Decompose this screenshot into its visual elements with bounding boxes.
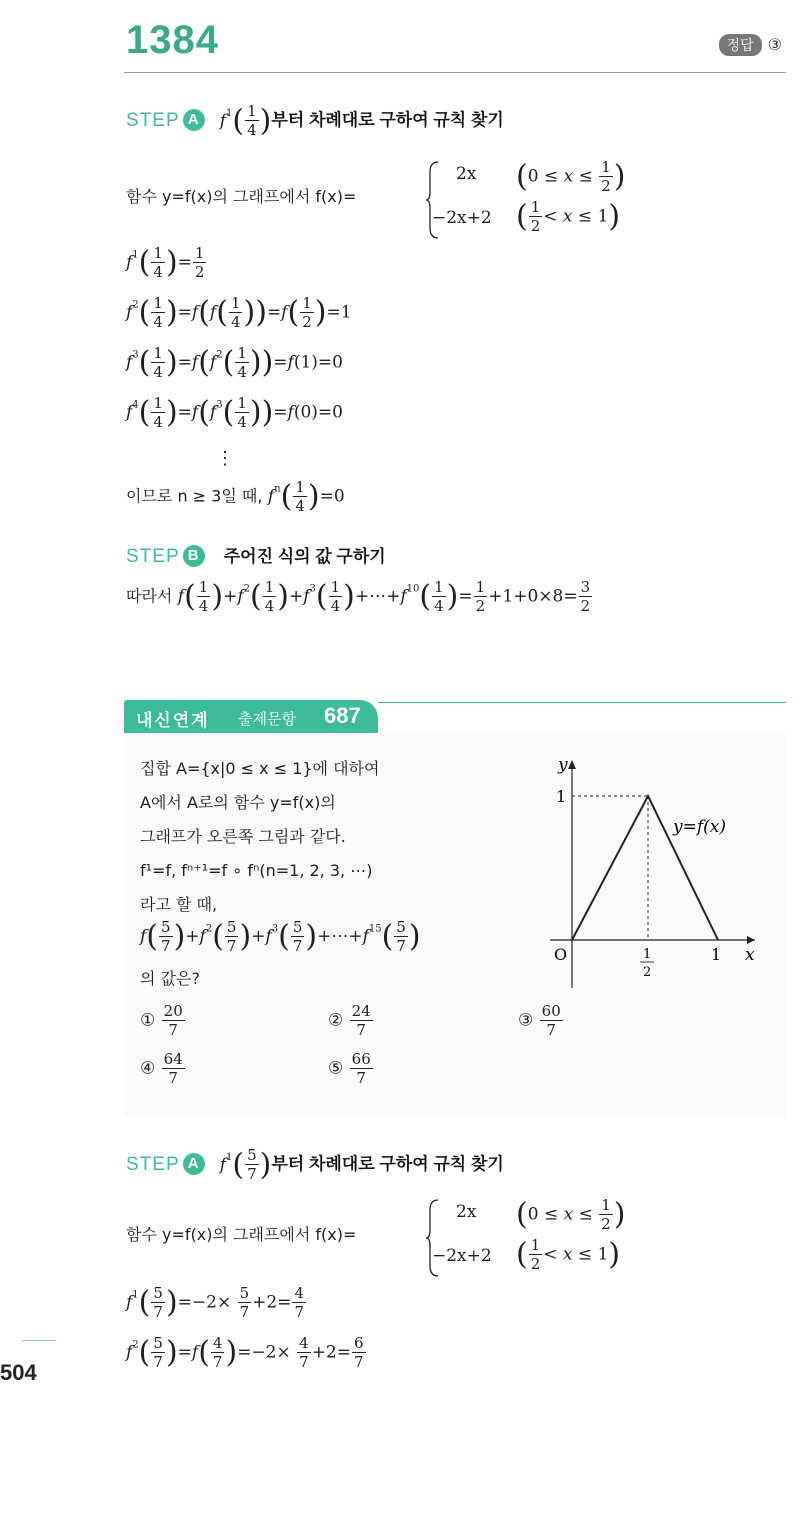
choice-4[interactable] <box>140 1052 186 1086</box>
choice-numerator: 24 <box>351 1002 371 1020</box>
final-sum: 따라서 f( $\frac{1}{4}$ )$+f^2$( $\frac{1}{4}$ )$+f^3$( $\frac{1}{4}$ )$+\cdots+f^{10}$( $\frac{1}{4}$ )= $\frac{1}{2}$ +1+0×8= $\frac{3}{2}$ <box>126 578 591 615</box>
problem-sum-expression: f( $\frac{5}{7}$ )$+f^2$( $\frac{5}{7}$ )$+f^3$( $\frac{5}{7}$ )$+\cdots+f^{15}$( $\frac{5}{7}$ ) <box>140 918 421 955</box>
step-a-heading: STEP A $f^1$( $\frac{1}{4}$ )부터 차례대로 구하여 규칙 찾기 <box>126 102 504 139</box>
page-number-rule <box>22 1340 56 1341</box>
linked-problem-header <box>124 700 378 733</box>
case1-expr: 2x <box>456 164 477 184</box>
conclusion-line: 이므로 n ≥ 3일 때, $f^n$( $\frac{1}{4}$ )=0 <box>126 478 345 515</box>
x-axis-arrow-icon <box>747 936 755 944</box>
choice-denominator: 7 <box>356 1069 366 1087</box>
answer-value: ③ <box>767 37 782 54</box>
linked-number: 687 <box>324 703 361 728</box>
problem-line: 의 값은? <box>140 969 200 988</box>
function-graph <box>530 752 770 992</box>
brace-icon <box>426 160 440 240</box>
choice-denominator: 7 <box>546 1021 556 1039</box>
case1-expr: 2x <box>456 1202 477 1222</box>
f1-five-sevenths: $f^1$( $\frac{5}{7}$ )=−2× $\frac{5}{7}$ +2= $\frac{4}{7}$ <box>126 1284 305 1321</box>
choice-numerator: 66 <box>351 1050 371 1068</box>
answer-label: 정답 <box>719 34 762 56</box>
linked-sub: 출제문항 <box>238 711 296 728</box>
choice-mark: ④ <box>140 1058 156 1079</box>
x-tick-mid-denominator: 2 <box>643 965 652 980</box>
definition-lead: 함수 y=f(x)의 그래프에서 f(x)= <box>126 187 357 206</box>
linked-label: 내신연계 <box>136 711 210 730</box>
choice-mark: ⑤ <box>328 1058 344 1079</box>
step-title: 부터 차례대로 구하여 규칙 찾기 <box>271 110 504 130</box>
choice-numerator: 20 <box>163 1002 183 1020</box>
f2-value: $f^2$( $\frac{1}{4}$ )=f(f( $\frac{1}{4}$ ))=f( $\frac{1}{2}$ )=1 <box>126 294 352 331</box>
y-axis-label: y <box>558 755 568 775</box>
step-word: STEP <box>126 109 180 131</box>
definition-lead: 함수 y=f(x)의 그래프에서 f(x)= <box>126 1225 357 1244</box>
step-badge: B <box>183 545 205 567</box>
y-tick-label: 1 <box>556 787 567 806</box>
choice-numerator: 60 <box>541 1002 561 1020</box>
final-lead: 따라서 <box>126 586 173 606</box>
problem-number: 1384 <box>126 18 219 62</box>
y-axis-arrow-icon <box>568 760 576 769</box>
choice-mark: ③ <box>518 1010 534 1031</box>
case2-expr: −2x+2 <box>432 1246 492 1266</box>
step-badge: A <box>183 109 205 131</box>
step-title: 부터 차례대로 구하여 규칙 찾기 <box>271 1154 504 1174</box>
vertical-ellipsis: ⋮ <box>216 448 234 469</box>
step-title: 주어진 식의 값 구하기 <box>223 547 386 566</box>
conclusion-lead: 이므로 n ≥ 3일 때, <box>126 486 263 506</box>
choice-2[interactable] <box>328 1004 374 1038</box>
choice-5[interactable] <box>328 1052 374 1086</box>
choice-denominator: 7 <box>168 1021 178 1039</box>
answer-tag <box>719 34 782 56</box>
choice-denominator: 7 <box>168 1069 178 1087</box>
page-number: 504 <box>0 1360 37 1385</box>
conclusion-result: =0 <box>319 486 345 507</box>
linked-header-rule <box>378 702 786 703</box>
step-word: STEP <box>126 546 180 567</box>
brace-icon <box>426 1198 440 1278</box>
f3-value: $f^3$( $\frac{1}{4}$ )$=f(f^2$( $\frac{1}{4}$ ))=f(1)=0 <box>126 344 343 381</box>
step-word: STEP <box>126 1153 180 1175</box>
piecewise-definition-2: 함수 y=f(x)의 그래프에서 f(x)= 2x (0 ≤ x ≤ $\frac{1}{2}$ ) −2x+2 ( $\frac{1}{2}$ < x ≤ 1) <box>126 1198 686 1278</box>
origin-label: O <box>554 945 568 964</box>
x-axis-label: x <box>745 945 755 965</box>
problem-text <box>140 752 379 922</box>
x-tick-mid-numerator: 1 <box>643 947 652 962</box>
choice-numerator: 64 <box>163 1050 183 1068</box>
x-tick-end-label: 1 <box>711 945 722 964</box>
step-badge: A <box>183 1153 205 1175</box>
choice-mark: ① <box>140 1010 156 1031</box>
problem-line: f¹=f, fⁿ⁺¹=f ∘ fⁿ(n=1, 2, 3, ⋯) <box>140 861 373 880</box>
choice-mark: ② <box>328 1010 344 1031</box>
step-a2-heading: STEP A $f^1$( $\frac{5}{7}$ )부터 차례대로 구하여 규칙 찾기 <box>126 1146 504 1183</box>
header-divider <box>124 72 786 73</box>
problem-line: A에서 A로의 함수 y=f(x)의 <box>140 793 336 812</box>
f2-five-sevenths: $f^2$( $\frac{5}{7}$ )=f( $\frac{4}{7}$ )=−2× $\frac{4}{7}$ +2= $\frac{6}{7}$ <box>126 1334 364 1371</box>
problem-line: 라고 할 때, <box>140 895 218 914</box>
step-b-heading <box>126 542 386 568</box>
f1-value: $f^1$( $\frac{1}{4}$ )= $\frac{1}{2}$ <box>126 244 205 281</box>
f4-value: $f^4$( $\frac{1}{4}$ )$=f(f^3$( $\frac{1}{4}$ ))=f(0)=0 <box>126 394 343 431</box>
choice-denominator: 7 <box>356 1021 366 1039</box>
choice-1[interactable] <box>140 1004 186 1038</box>
problem-line: 그래프가 오른쪽 그림과 같다. <box>140 827 346 846</box>
case2-expr: −2x+2 <box>432 208 492 228</box>
curve-label: y=f(x) <box>673 817 726 837</box>
piecewise-definition-1: 함수 y=f(x)의 그래프에서 f(x)= 2x (0 ≤ x ≤ $\frac{1}{2}$ ) −2x+2 ( $\frac{1}{2}$ < x ≤ 1) <box>126 160 686 240</box>
problem-line: 집합 A={x|0 ≤ x ≤ 1}에 대하여 <box>140 759 380 778</box>
choice-3[interactable] <box>518 1004 564 1038</box>
